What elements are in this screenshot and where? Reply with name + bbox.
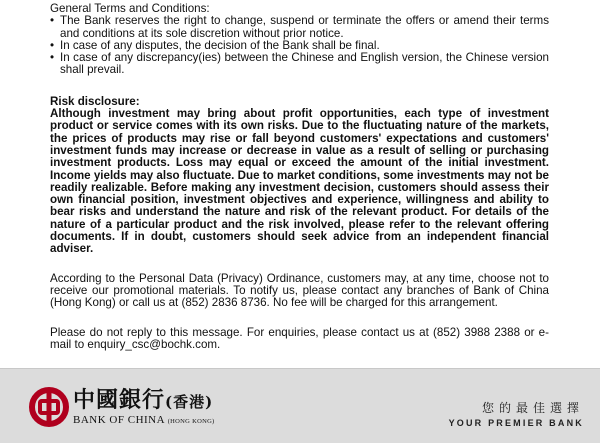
tagline-english: YOUR PREMIER BANK bbox=[448, 418, 584, 428]
privacy-notice: According to the Personal Data (Privacy) Ordinance, customers may, at any time, choose not to receive our promotional materials. To notify us, please contact any branches of Bank of China (Hong Kong) or call us at (852) 2836 8736. No fee will be charged for this arrangement. bbox=[50, 271, 549, 310]
terms-title: General Terms and Conditions: bbox=[50, 2, 210, 15]
brand-cn-main: 中國銀行 bbox=[73, 387, 166, 413]
bank-of-china-logo-icon bbox=[28, 386, 70, 428]
terms-item: • In case of any disputes, the decision of the Bank shall be final. bbox=[50, 40, 549, 52]
brand-en-region: (HONG KONG) bbox=[167, 418, 215, 425]
risk-text: Although investment may bring about profit opportunities, each type of investment product or service comes with its own risks. Due to the fluctuating nature of the markets, the prices of products may rise or fall beyond customers' expectations and customers' investment funds may increase or decrease in value as a result of selling or purchasing investment products. Loss may equal or exceed the amount of the initial investment. Income yields may also fluctuate. Due to market conditions, some investments may not be readily realizable. Before making any investment decision, customers should assess their own financial position, investment objectives and experience, willingness and ability to bear risks and understand the nature and risk of the relevant product. For details of the nature of a particular product and the risk involved, please refer to the relevant offering documents. If in doubt, customers should seek advice from an independent financial adviser. bbox=[50, 107, 549, 256]
contact-notice: Please do not reply to this message. For enquiries, please contact us at (852) 3988 2388 or e-mail to enquiry_csc@bochk.com. bbox=[50, 325, 549, 351]
brand-en-main: BANK OF CHINA bbox=[73, 414, 165, 426]
footer-banner bbox=[0, 368, 600, 443]
brand-name-chinese bbox=[73, 383, 213, 414]
terms-list bbox=[50, 15, 549, 76]
brand-name-english bbox=[73, 414, 215, 426]
terms-item: • The Bank reserves the right to change, suspend or terminate the offers or amend their terms and conditions at its sole discretion without prior notice. bbox=[50, 15, 549, 40]
risk-disclosure bbox=[50, 96, 549, 256]
brand-cn-region: (香港) bbox=[165, 393, 214, 411]
tagline-chinese: 您的最佳選擇 bbox=[481, 401, 584, 415]
email-body bbox=[50, 3, 549, 351]
terms-item: • In case of any discrepancy(ies) between the Chinese and English version, the Chinese version shall prevail. bbox=[50, 52, 549, 77]
risk-title: Risk disclosure: bbox=[50, 94, 140, 108]
